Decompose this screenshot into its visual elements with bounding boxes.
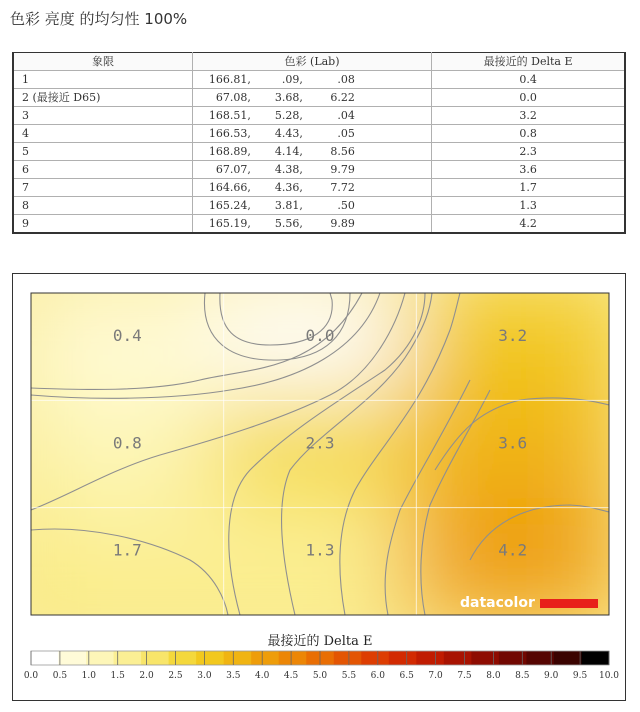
heat-cell bbox=[21, 498, 234, 625]
lab-l-value: 67.07, bbox=[215, 163, 251, 176]
colorbar-swatch bbox=[554, 651, 582, 665]
colorbar-swatch bbox=[31, 651, 59, 665]
colorbar-tick-label: 9.5 bbox=[572, 671, 588, 681]
colorbar-swatch bbox=[196, 651, 224, 665]
lab-l-value: 165.24, bbox=[208, 199, 251, 212]
colorbar-tick-label: 1.0 bbox=[81, 671, 96, 681]
lab-a-value: 5.28, bbox=[274, 109, 303, 122]
cell-value-label: 3.6 bbox=[498, 433, 528, 453]
quadrant-cell: 4 bbox=[13, 125, 192, 143]
colorbar-tick-label: 6.0 bbox=[370, 671, 385, 681]
lab-b-value: .04 bbox=[337, 109, 355, 122]
delta-e-cell: 0.8 bbox=[432, 125, 625, 143]
delta-e-cell: 0.4 bbox=[432, 71, 625, 89]
colorbar-swatch bbox=[471, 651, 499, 665]
colorbar-swatch bbox=[86, 651, 114, 665]
lab-a-value: 3.68, bbox=[274, 91, 303, 104]
delta-e-cell: 2.3 bbox=[432, 143, 625, 161]
lab-l-value: 165.19, bbox=[208, 217, 251, 230]
column-header-quadrant: 象限 bbox=[13, 53, 192, 71]
colorbar-swatch bbox=[526, 651, 554, 665]
lab-a-value: 4.43, bbox=[274, 127, 303, 140]
column-header-delta-e: 最接近的 Delta E bbox=[432, 53, 625, 71]
colorbar-tick-label: 2.0 bbox=[139, 671, 154, 681]
lab-b-value: 7.72 bbox=[330, 181, 355, 194]
lab-a-value: .09, bbox=[281, 73, 303, 86]
colorbar-tick-label: 10.0 bbox=[598, 671, 620, 681]
cell-value-label: 0.8 bbox=[112, 433, 142, 453]
colorbar-swatch bbox=[389, 651, 417, 665]
lab-l-value: 168.89, bbox=[208, 145, 251, 158]
colorbar-swatch bbox=[499, 651, 527, 665]
lab-b-value: 9.79 bbox=[330, 163, 355, 176]
quadrant-cell: 7 bbox=[13, 179, 192, 197]
quadrant-cell: 5 bbox=[13, 143, 192, 161]
colorbar-tick-label: 4.5 bbox=[283, 671, 299, 681]
lab-l-value: 166.53, bbox=[208, 127, 251, 140]
quadrant-cell: 3 bbox=[13, 107, 192, 125]
quadrant-cell: 1 bbox=[13, 71, 192, 89]
lab-b-value: 8.56 bbox=[330, 145, 355, 158]
page-title: 色彩 亮度 的均匀性 100% bbox=[10, 10, 188, 28]
heat-cell bbox=[214, 498, 427, 625]
datacolor-logo-bar bbox=[540, 599, 598, 608]
cell-value-label: 1.3 bbox=[305, 540, 335, 560]
colorbar-tick-label: 5.0 bbox=[312, 671, 328, 681]
colorbar-tick-label: 6.5 bbox=[399, 671, 414, 681]
lab-a-value: 5.56, bbox=[274, 217, 303, 230]
cell-value-label: 0.4 bbox=[112, 326, 142, 345]
delta-e-cell: 1.7 bbox=[432, 179, 625, 197]
quadrant-cell: 9 bbox=[13, 215, 192, 234]
colorbar-tick-label: 1.5 bbox=[110, 671, 125, 681]
colorbar-swatch bbox=[224, 651, 252, 665]
colorbar-tick-label: 4.0 bbox=[255, 671, 270, 681]
lab-a-value: 4.38, bbox=[274, 163, 303, 176]
lab-b-value: .50 bbox=[337, 199, 355, 212]
lab-l-value: 164.66, bbox=[208, 181, 251, 194]
quadrant-cell: 6 bbox=[13, 161, 192, 179]
quadrant-cell: 2 (最接近 D65) bbox=[13, 89, 192, 107]
colorbar-tick-label: 8.5 bbox=[515, 671, 530, 681]
colorbar-swatch bbox=[251, 651, 279, 665]
cell-value-label: 0.0 bbox=[305, 326, 335, 345]
quadrant-cell: 8 bbox=[13, 197, 192, 215]
lab-b-value: 6.22 bbox=[330, 91, 355, 104]
cell-value-label: 2.3 bbox=[305, 433, 335, 453]
colorbar-swatch bbox=[59, 651, 87, 665]
cell-value-label: 1.7 bbox=[112, 540, 142, 560]
colorbar-tick-label: 0.5 bbox=[52, 671, 68, 681]
lab-b-value: 9.89 bbox=[330, 217, 355, 230]
delta-e-cell: 3.2 bbox=[432, 107, 625, 125]
colorbar-tick-label: 7.5 bbox=[457, 671, 472, 681]
cell-value-label: 4.2 bbox=[498, 540, 528, 560]
colorbar-swatch bbox=[361, 651, 389, 665]
cell-value-label: 3.2 bbox=[498, 326, 528, 345]
datacolor-logo: datacolor bbox=[460, 595, 535, 611]
colorbar-swatch bbox=[169, 651, 197, 665]
colorbar-tick-label: 8.0 bbox=[486, 671, 501, 681]
colorbar-tick-label: 3.5 bbox=[226, 671, 241, 681]
colorbar-tick-label: 5.5 bbox=[341, 671, 357, 681]
lab-a-value: 4.14, bbox=[274, 145, 303, 158]
colorbar-tick-label: 7.0 bbox=[428, 671, 443, 681]
colorbar-swatch bbox=[334, 651, 362, 665]
colorbar-tick-label: 9.0 bbox=[544, 671, 559, 681]
colorbar-tick-label: 2.5 bbox=[168, 671, 183, 681]
lab-a-value: 4.36, bbox=[274, 181, 303, 194]
colorbar-tick-label: 3.0 bbox=[197, 671, 212, 681]
colorbar-swatch bbox=[141, 651, 169, 665]
delta-e-cell: 4.2 bbox=[432, 215, 625, 234]
delta-e-cell: 0.0 bbox=[432, 89, 625, 107]
colorbar-swatch bbox=[279, 651, 307, 665]
colorbar-swatch bbox=[444, 651, 472, 665]
lab-l-value: 67.08, bbox=[215, 91, 251, 104]
colorbar-swatch bbox=[416, 651, 444, 665]
colorbar-title: 最接近的 Delta E bbox=[267, 634, 373, 649]
column-header-lab: 色彩 (Lab) bbox=[192, 53, 431, 71]
lab-l-value: 166.81, bbox=[208, 73, 251, 86]
lab-a-value: 3.81, bbox=[274, 199, 303, 212]
delta-e-cell: 3.6 bbox=[432, 161, 625, 179]
delta-e-cell: 1.3 bbox=[432, 197, 625, 215]
colorbar-swatch bbox=[581, 651, 609, 665]
lab-b-value: .08 bbox=[337, 73, 355, 86]
colorbar-tick-label: 0.0 bbox=[23, 671, 39, 681]
lab-b-value: .05 bbox=[337, 127, 355, 140]
lab-l-value: 168.51, bbox=[208, 109, 251, 122]
